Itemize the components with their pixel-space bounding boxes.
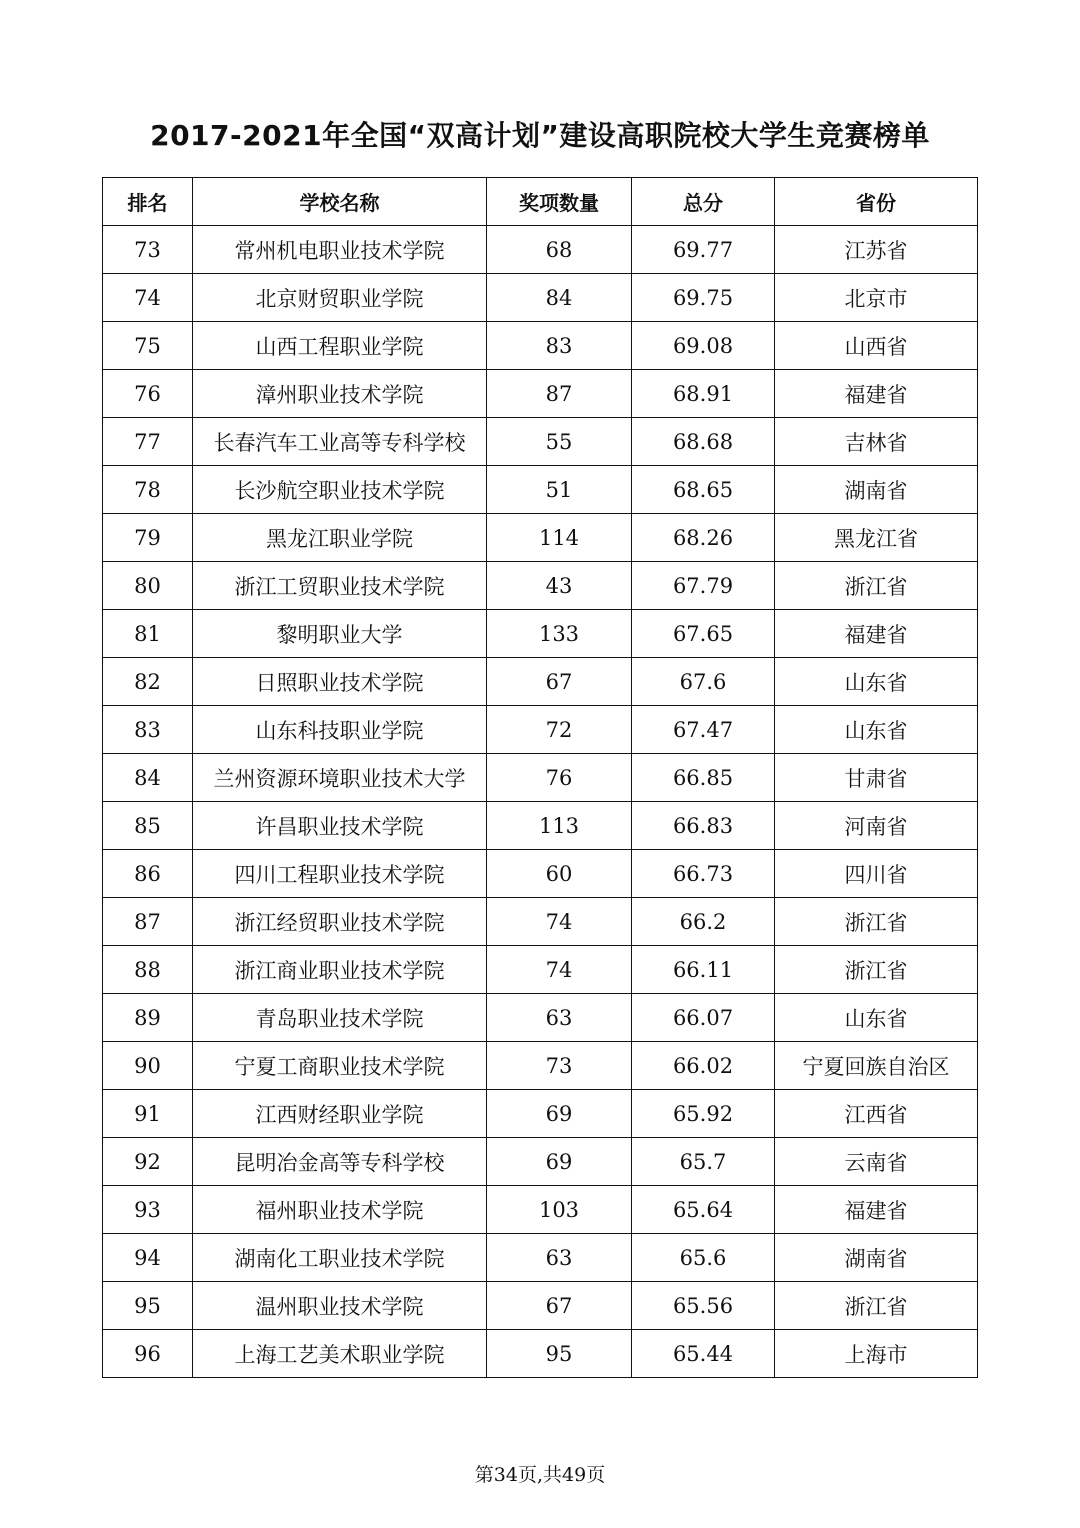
table-row [103, 898, 978, 946]
table-row [103, 850, 978, 898]
cell-school-name: 黎明职业大学 [193, 610, 487, 658]
table-row [103, 1042, 978, 1090]
cell-award-count: 63 [487, 1234, 632, 1282]
cell-rank: 96 [103, 1330, 193, 1378]
cell-award-count: 95 [487, 1330, 632, 1378]
header-province: 省份 [775, 178, 978, 226]
cell-province: 江西省 [775, 1090, 978, 1138]
table-row [103, 1090, 978, 1138]
cell-school-name: 北京财贸职业学院 [193, 274, 487, 322]
cell-school-name: 黑龙江职业学院 [193, 514, 487, 562]
cell-total-score: 67.79 [632, 562, 775, 610]
cell-province: 四川省 [775, 850, 978, 898]
cell-award-count: 51 [487, 466, 632, 514]
cell-award-count: 67 [487, 1282, 632, 1330]
cell-total-score: 67.6 [632, 658, 775, 706]
table-body [103, 226, 978, 1378]
cell-school-name: 兰州资源环境职业技术大学 [193, 754, 487, 802]
cell-school-name: 山西工程职业学院 [193, 322, 487, 370]
cell-total-score: 66.73 [632, 850, 775, 898]
cell-rank: 77 [103, 418, 193, 466]
cell-province: 甘肃省 [775, 754, 978, 802]
table-row [103, 994, 978, 1042]
table-row [103, 370, 978, 418]
table-row [103, 226, 978, 274]
cell-rank: 76 [103, 370, 193, 418]
cell-school-name: 山东科技职业学院 [193, 706, 487, 754]
cell-province: 宁夏回族自治区 [775, 1042, 978, 1090]
header-school-name: 学校名称 [193, 178, 487, 226]
cell-award-count: 74 [487, 946, 632, 994]
cell-province: 北京市 [775, 274, 978, 322]
cell-province: 湖南省 [775, 1234, 978, 1282]
table-row [103, 1282, 978, 1330]
cell-school-name: 许昌职业技术学院 [193, 802, 487, 850]
cell-school-name: 浙江经贸职业技术学院 [193, 898, 487, 946]
cell-total-score: 65.44 [632, 1330, 775, 1378]
cell-award-count: 43 [487, 562, 632, 610]
cell-total-score: 69.08 [632, 322, 775, 370]
cell-total-score: 66.2 [632, 898, 775, 946]
cell-rank: 95 [103, 1282, 193, 1330]
cell-school-name: 江西财经职业学院 [193, 1090, 487, 1138]
cell-total-score: 67.65 [632, 610, 775, 658]
cell-province: 湖南省 [775, 466, 978, 514]
cell-total-score: 69.77 [632, 226, 775, 274]
cell-total-score: 68.68 [632, 418, 775, 466]
ranking-table [102, 177, 978, 1378]
cell-province: 浙江省 [775, 946, 978, 994]
cell-rank: 84 [103, 754, 193, 802]
cell-award-count: 73 [487, 1042, 632, 1090]
cell-rank: 88 [103, 946, 193, 994]
cell-school-name: 昆明冶金高等专科学校 [193, 1138, 487, 1186]
cell-province: 山东省 [775, 658, 978, 706]
cell-total-score: 67.47 [632, 706, 775, 754]
cell-school-name: 常州机电职业技术学院 [193, 226, 487, 274]
cell-award-count: 84 [487, 274, 632, 322]
cell-province: 福建省 [775, 370, 978, 418]
cell-rank: 79 [103, 514, 193, 562]
table-row [103, 658, 978, 706]
table-row [103, 1138, 978, 1186]
cell-award-count: 113 [487, 802, 632, 850]
table-row [103, 274, 978, 322]
cell-province: 黑龙江省 [775, 514, 978, 562]
cell-school-name: 浙江商业职业技术学院 [193, 946, 487, 994]
cell-school-name: 温州职业技术学院 [193, 1282, 487, 1330]
cell-school-name: 福州职业技术学院 [193, 1186, 487, 1234]
cell-province: 上海市 [775, 1330, 978, 1378]
table-row [103, 562, 978, 610]
cell-rank: 78 [103, 466, 193, 514]
table-row [103, 514, 978, 562]
cell-school-name: 浙江工贸职业技术学院 [193, 562, 487, 610]
cell-award-count: 68 [487, 226, 632, 274]
cell-total-score: 65.7 [632, 1138, 775, 1186]
cell-school-name: 漳州职业技术学院 [193, 370, 487, 418]
cell-rank: 81 [103, 610, 193, 658]
cell-rank: 74 [103, 274, 193, 322]
cell-rank: 93 [103, 1186, 193, 1234]
cell-province: 浙江省 [775, 1282, 978, 1330]
cell-school-name: 上海工艺美术职业学院 [193, 1330, 487, 1378]
cell-total-score: 66.11 [632, 946, 775, 994]
cell-award-count: 72 [487, 706, 632, 754]
cell-rank: 86 [103, 850, 193, 898]
cell-award-count: 55 [487, 418, 632, 466]
table-header-row [103, 178, 978, 226]
cell-award-count: 67 [487, 658, 632, 706]
cell-rank: 75 [103, 322, 193, 370]
cell-province: 江苏省 [775, 226, 978, 274]
cell-rank: 85 [103, 802, 193, 850]
header-rank: 排名 [103, 178, 193, 226]
cell-province: 山西省 [775, 322, 978, 370]
cell-province: 山东省 [775, 994, 978, 1042]
cell-award-count: 60 [487, 850, 632, 898]
cell-total-score: 68.65 [632, 466, 775, 514]
cell-province: 浙江省 [775, 562, 978, 610]
cell-province: 河南省 [775, 802, 978, 850]
cell-school-name: 长春汽车工业高等专科学校 [193, 418, 487, 466]
table-row [103, 946, 978, 994]
cell-province: 福建省 [775, 1186, 978, 1234]
cell-rank: 87 [103, 898, 193, 946]
cell-school-name: 宁夏工商职业技术学院 [193, 1042, 487, 1090]
cell-rank: 73 [103, 226, 193, 274]
table-row [103, 802, 978, 850]
cell-province: 云南省 [775, 1138, 978, 1186]
header-award-count: 奖项数量 [487, 178, 632, 226]
cell-total-score: 68.91 [632, 370, 775, 418]
cell-total-score: 65.64 [632, 1186, 775, 1234]
page-title: 2017-2021年全国“双高计划”建设高职院校大学生竞赛榜单 [150, 119, 930, 152]
cell-province: 山东省 [775, 706, 978, 754]
cell-rank: 82 [103, 658, 193, 706]
table-row [103, 466, 978, 514]
cell-school-name: 长沙航空职业技术学院 [193, 466, 487, 514]
cell-award-count: 76 [487, 754, 632, 802]
cell-rank: 94 [103, 1234, 193, 1282]
cell-rank: 92 [103, 1138, 193, 1186]
cell-total-score: 65.92 [632, 1090, 775, 1138]
cell-rank: 91 [103, 1090, 193, 1138]
cell-award-count: 83 [487, 322, 632, 370]
cell-award-count: 74 [487, 898, 632, 946]
cell-total-score: 69.75 [632, 274, 775, 322]
table-row [103, 610, 978, 658]
cell-total-score: 65.6 [632, 1234, 775, 1282]
table-row [103, 706, 978, 754]
cell-award-count: 103 [487, 1186, 632, 1234]
cell-rank: 83 [103, 706, 193, 754]
cell-total-score: 66.07 [632, 994, 775, 1042]
table-row [103, 1234, 978, 1282]
cell-rank: 90 [103, 1042, 193, 1090]
cell-school-name: 日照职业技术学院 [193, 658, 487, 706]
page-number: 第34页,共49页 [474, 1464, 606, 1486]
table-row [103, 322, 978, 370]
cell-award-count: 69 [487, 1090, 632, 1138]
table-row [103, 754, 978, 802]
cell-province: 吉林省 [775, 418, 978, 466]
cell-total-score: 65.56 [632, 1282, 775, 1330]
cell-award-count: 63 [487, 994, 632, 1042]
table-row [103, 418, 978, 466]
table-row [103, 1186, 978, 1234]
cell-rank: 89 [103, 994, 193, 1042]
cell-total-score: 68.26 [632, 514, 775, 562]
cell-award-count: 87 [487, 370, 632, 418]
cell-school-name: 湖南化工职业技术学院 [193, 1234, 487, 1282]
cell-school-name: 青岛职业技术学院 [193, 994, 487, 1042]
cell-school-name: 四川工程职业技术学院 [193, 850, 487, 898]
table-row [103, 1330, 978, 1378]
cell-rank: 80 [103, 562, 193, 610]
cell-total-score: 66.02 [632, 1042, 775, 1090]
cell-award-count: 114 [487, 514, 632, 562]
cell-province: 浙江省 [775, 898, 978, 946]
cell-award-count: 69 [487, 1138, 632, 1186]
cell-total-score: 66.85 [632, 754, 775, 802]
header-total-score: 总分 [632, 178, 775, 226]
cell-province: 福建省 [775, 610, 978, 658]
cell-award-count: 133 [487, 610, 632, 658]
cell-total-score: 66.83 [632, 802, 775, 850]
